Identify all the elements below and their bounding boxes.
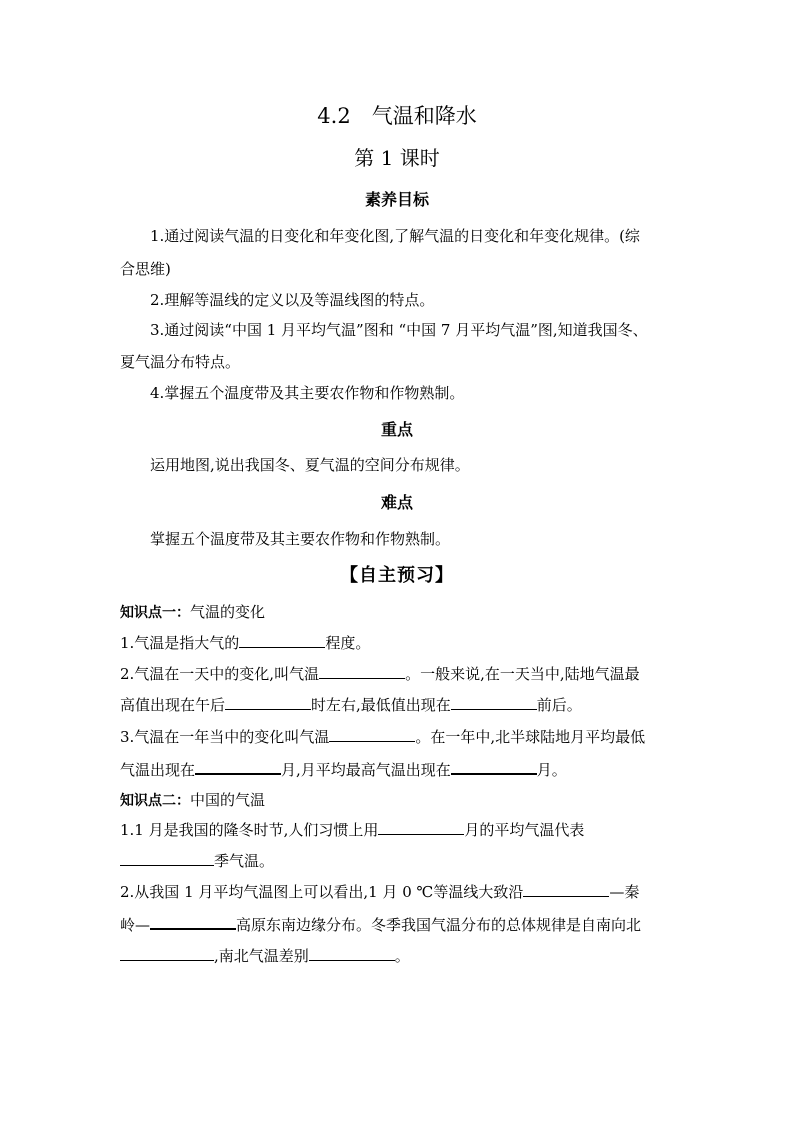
answer-blank[interactable] bbox=[378, 820, 464, 835]
kp2-question-2-line-1 bbox=[120, 882, 680, 902]
question-text: 岭— bbox=[120, 916, 151, 934]
kp2-heading bbox=[120, 790, 680, 811]
answer-blank[interactable] bbox=[329, 727, 415, 742]
question-text: 高原东南边缘分布。冬季我国气温分布的总体规律是自南向北 bbox=[236, 916, 642, 934]
kp2-title: 中国的气温 bbox=[190, 791, 266, 809]
answer-blank[interactable] bbox=[309, 946, 395, 961]
answer-blank[interactable] bbox=[120, 851, 214, 866]
question-text: 1.1 月是我国的隆冬时节,人们习惯上用 bbox=[120, 821, 379, 839]
kp1-question-2-line-2 bbox=[120, 695, 680, 715]
question-text: 。一般来说,在一天当中,陆地气温最 bbox=[405, 665, 640, 683]
goals-heading: 素养目标 bbox=[364, 190, 429, 209]
page-title: 4.2 气温和降水 bbox=[317, 104, 477, 128]
question-text: 3.气温在一年当中的变化叫气温 bbox=[120, 728, 330, 746]
answer-blank[interactable] bbox=[195, 759, 281, 775]
goal-item-1-cont: 合思维) bbox=[120, 260, 171, 278]
goal-item-3: 3.通过阅读“中国 1 月平均气温”图和 “中国 7 月平均气温”图,知道我国冬、 bbox=[150, 321, 648, 339]
answer-blank[interactable] bbox=[225, 695, 311, 710]
question-text: 季气温。 bbox=[214, 852, 275, 870]
kp2-question-2-line-3 bbox=[120, 946, 680, 966]
answer-blank[interactable] bbox=[451, 695, 537, 710]
kp1-title: 气温的变化 bbox=[190, 603, 266, 621]
answer-blank[interactable] bbox=[523, 882, 609, 897]
question-text: ,南北气温差别 bbox=[214, 947, 309, 965]
kp1-question-3-line-2 bbox=[120, 759, 680, 780]
goal-item-1: 1.通过阅读气温的日变化和年变化图,了解气温的日变化和年变化规律。(综 bbox=[150, 227, 640, 245]
question-text: 。在一年中,北半球陆地月平均最低 bbox=[415, 728, 646, 746]
kp1-label: 知识点一： bbox=[120, 605, 190, 621]
answer-blank[interactable] bbox=[319, 664, 405, 679]
goal-item-2: 2.理解等温线的定义以及等温线图的特点。 bbox=[150, 291, 435, 309]
key-point-heading: 重点 bbox=[380, 420, 413, 439]
goal-item-4: 4.掌握五个温度带及其主要农作物和作物熟制。 bbox=[150, 384, 465, 402]
question-text: —秦 bbox=[609, 883, 640, 901]
kp2-question-1-line-1 bbox=[120, 820, 680, 840]
lesson-subtitle: 第 1 课时 bbox=[354, 146, 440, 170]
answer-blank[interactable] bbox=[451, 759, 537, 775]
kp2-label: 知识点二： bbox=[120, 793, 190, 809]
kp2-question-2-line-2 bbox=[120, 914, 680, 935]
preview-heading: 【自主预习】 bbox=[340, 565, 454, 586]
question-text: 高值出现在午后 bbox=[120, 696, 226, 714]
question-text: 月的平均气温代表 bbox=[464, 821, 585, 839]
kp1-question-3-line-1 bbox=[120, 727, 680, 747]
answer-blank[interactable] bbox=[150, 914, 236, 930]
difficult-point-heading: 难点 bbox=[380, 493, 413, 512]
question-text: 月,月平均最高气温出现在 bbox=[281, 761, 451, 779]
question-text: 月。 bbox=[536, 761, 567, 779]
question-text: 气温出现在 bbox=[120, 761, 196, 779]
question-text: 2.从我国 1 月平均气温图上可以看出,1 月 0 ℃等温线大致沿 bbox=[120, 883, 524, 901]
question-text: 程度。 bbox=[325, 634, 371, 652]
question-text: 2.气温在一天中的变化,叫气温 bbox=[120, 665, 320, 683]
goal-item-3-cont: 夏气温分布特点。 bbox=[120, 353, 241, 371]
question-text: 。 bbox=[394, 947, 410, 965]
kp1-question-2-line-1 bbox=[120, 664, 680, 684]
question-text: 时左右,最低值出现在 bbox=[311, 696, 451, 714]
question-text: 前后。 bbox=[536, 696, 582, 714]
question-text: 1.气温是指大气的 bbox=[120, 634, 240, 652]
answer-blank[interactable] bbox=[120, 946, 214, 961]
kp1-heading bbox=[120, 602, 680, 623]
kp1-question-1 bbox=[120, 633, 680, 653]
answer-blank[interactable] bbox=[239, 633, 325, 648]
key-point-text: 运用地图,说出我国冬、夏气温的空间分布规律。 bbox=[150, 456, 470, 474]
kp2-question-1-line-2 bbox=[120, 851, 680, 871]
difficult-point-text: 掌握五个温度带及其主要农作物和作物熟制。 bbox=[150, 530, 451, 548]
